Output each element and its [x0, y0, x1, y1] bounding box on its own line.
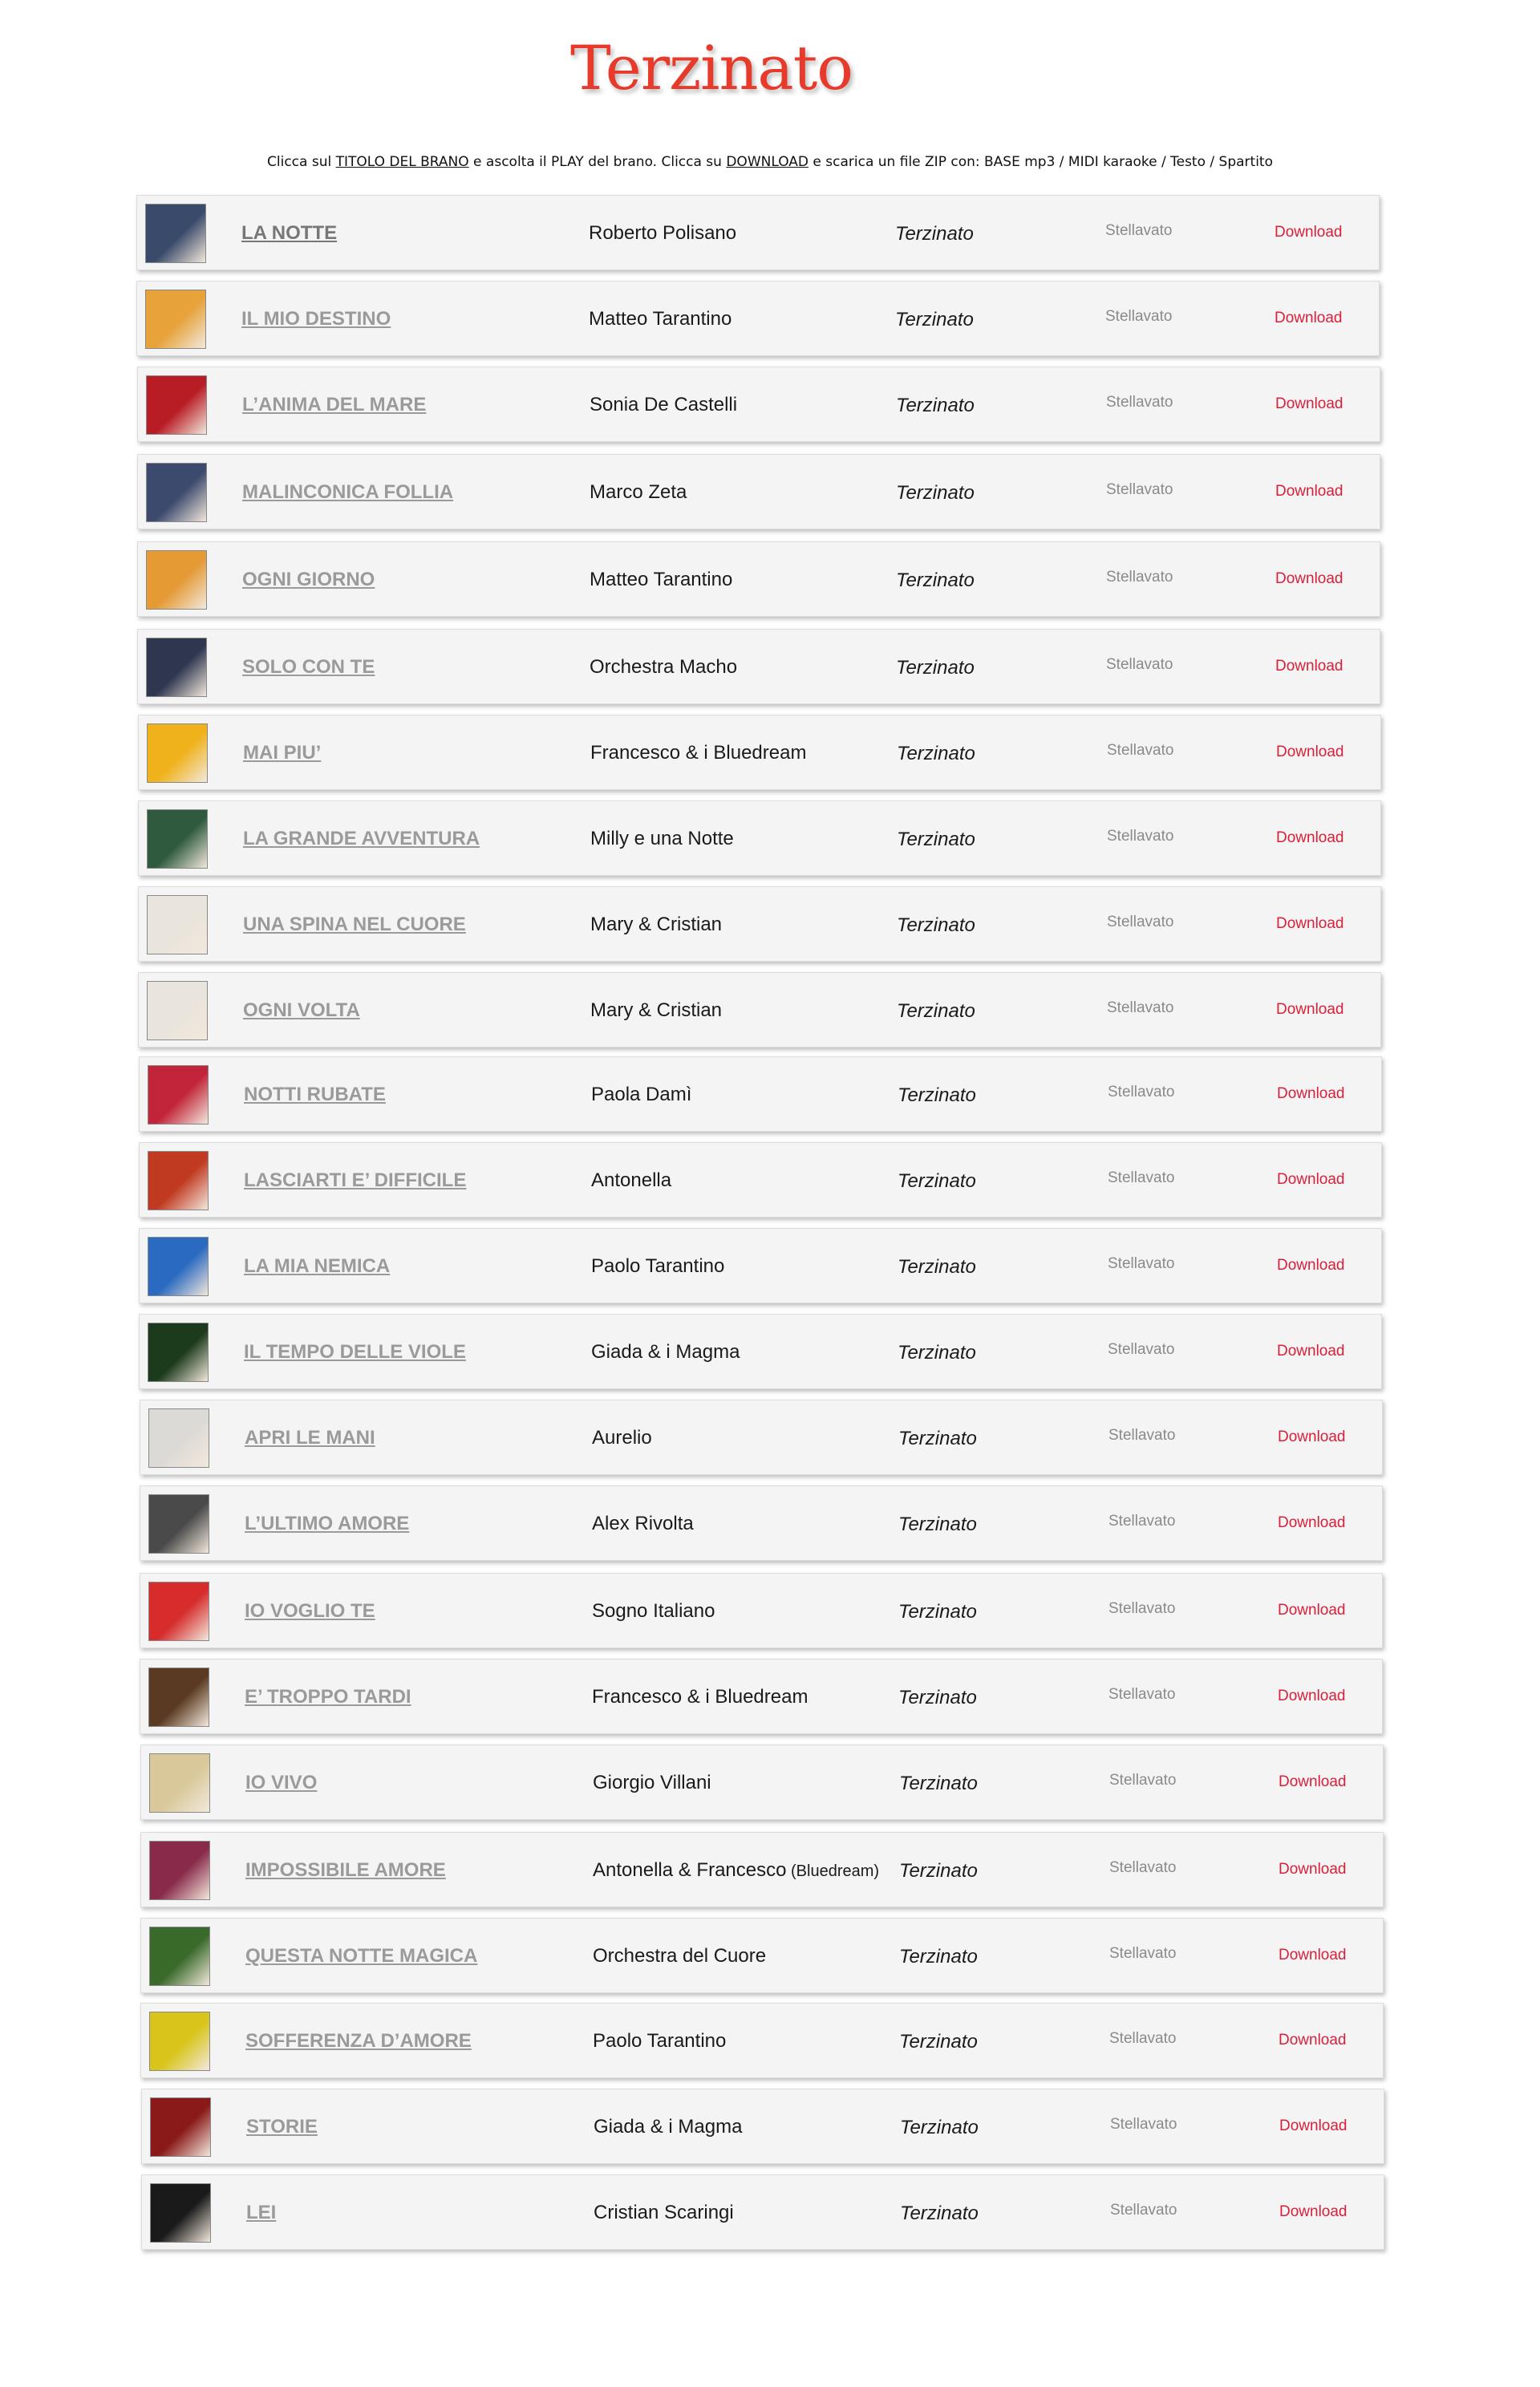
- genre-label: Terzinato: [898, 1601, 977, 1623]
- author-label: Stellavato: [1107, 742, 1174, 759]
- track-row: [138, 715, 1381, 790]
- author-label: Stellavato: [1105, 308, 1173, 325]
- album-cover-art: [150, 1842, 209, 1899]
- song-title-link[interactable]: LEI: [246, 2202, 277, 2223]
- album-cover-art: [149, 1409, 209, 1467]
- author-label: Stellavato: [1109, 2030, 1177, 2047]
- author-label: Stellavato: [1108, 1341, 1175, 1358]
- artist-name: [590, 999, 722, 1022]
- track-row: [139, 1056, 1382, 1132]
- genre-label: Terzinato: [895, 223, 974, 245]
- album-cover-image: [146, 550, 207, 610]
- author-label: Stellavato: [1107, 914, 1174, 930]
- download-link[interactable]: Download: [1278, 1429, 1346, 1445]
- artist-name-text: Giada & i Magma: [594, 2116, 743, 2138]
- download-link[interactable]: Download: [1279, 2032, 1347, 2049]
- download-link[interactable]: Download: [1277, 1085, 1345, 1102]
- download-link[interactable]: Download: [1275, 658, 1343, 675]
- artist-name: [592, 1686, 808, 1708]
- album-cover-image: [148, 1065, 209, 1125]
- album-cover-art: [148, 1238, 208, 1295]
- album-cover-image: [147, 723, 208, 783]
- album-cover-art: [149, 1583, 209, 1640]
- song-title-link[interactable]: STORIE: [246, 2116, 318, 2138]
- track-row: [140, 1485, 1383, 1561]
- genre-label: Terzinato: [898, 1514, 977, 1535]
- genre-label: Terzinato: [898, 1687, 977, 1708]
- instructions-text-1: Clicca sul: [267, 154, 336, 170]
- artist-name: [594, 2202, 734, 2224]
- artist-name-text: Milly e una Notte: [590, 828, 734, 849]
- album-cover-image: [148, 1582, 209, 1641]
- genre-label: Terzinato: [897, 829, 975, 850]
- album-cover-art: [150, 1754, 209, 1812]
- author-label: Stellavato: [1109, 1945, 1177, 1962]
- track-row: [137, 454, 1380, 529]
- author-label: Stellavato: [1110, 2116, 1177, 2133]
- album-cover-art: [148, 896, 207, 954]
- song-title-link[interactable]: OGNI VOLTA: [243, 999, 360, 1021]
- album-cover-image: [150, 2183, 211, 2243]
- genre-label: Terzinato: [896, 482, 975, 504]
- download-link[interactable]: Download: [1276, 1001, 1344, 1018]
- download-link[interactable]: Download: [1279, 2203, 1348, 2220]
- artist-name-text: Sogno Italiano: [592, 1600, 715, 1622]
- artist-name: [591, 1084, 691, 1106]
- artist-name: [592, 1427, 652, 1449]
- song-title-link[interactable]: IMPOSSIBILE AMORE: [245, 1859, 446, 1881]
- download-link[interactable]: Download: [1277, 1343, 1345, 1360]
- artist-name: [592, 1600, 715, 1623]
- artist-name-text: Aurelio: [592, 1427, 652, 1449]
- download-link[interactable]: Download: [1276, 829, 1344, 846]
- artist-name: [590, 394, 737, 416]
- instructions-text-3: e scarica un file ZIP con: BASE mp3 / MIDI karaoke / Testo / Spartito: [808, 154, 1273, 170]
- download-link[interactable]: Download: [1279, 1861, 1347, 1878]
- artist-name: [593, 1859, 879, 1882]
- album-cover-art: [148, 1323, 208, 1381]
- album-cover-image: [148, 1151, 209, 1210]
- track-row: [140, 1832, 1384, 1907]
- artist-name: [589, 308, 732, 330]
- artist-name: [593, 1772, 711, 1794]
- download-link[interactable]: Download: [1275, 224, 1343, 241]
- album-cover-image: [149, 1841, 210, 1900]
- song-title-link[interactable]: IO VIVO: [245, 1772, 318, 1793]
- artist-name: [590, 569, 732, 591]
- album-cover-art: [151, 2184, 210, 2242]
- track-row: [136, 281, 1380, 356]
- song-title-link[interactable]: L’ULTIMO AMORE: [245, 1513, 410, 1534]
- artist-name-text: Orchestra del Cuore: [593, 1945, 767, 1967]
- track-row: [140, 1573, 1383, 1648]
- genre-label: Terzinato: [896, 657, 975, 679]
- song-title-link[interactable]: LA GRANDE AVVENTURA: [243, 828, 480, 849]
- download-link[interactable]: Download: [1276, 915, 1344, 932]
- download-link[interactable]: Download: [1275, 483, 1343, 500]
- genre-label: Terzinato: [899, 1860, 978, 1882]
- page-title: Terzinato: [570, 32, 853, 103]
- album-cover-image: [145, 204, 206, 263]
- genre-label: Terzinato: [900, 2117, 979, 2138]
- artist-name-text: Cristian Scaringi: [594, 2202, 734, 2223]
- track-row: [138, 886, 1381, 962]
- artist-name: [590, 656, 737, 679]
- genre-label: Terzinato: [897, 914, 975, 936]
- track-row: [137, 367, 1380, 442]
- download-link[interactable]: Download: [1275, 310, 1343, 326]
- artist-name-text: Francesco & i Bluedream: [590, 742, 807, 764]
- song-title-link[interactable]: QUESTA NOTTE MAGICA: [245, 1945, 478, 1967]
- album-cover-image: [147, 895, 208, 954]
- artist-name-text: Alex Rivolta: [592, 1513, 694, 1534]
- album-cover-image: [149, 2012, 210, 2071]
- album-cover-art: [147, 551, 206, 609]
- track-row: [139, 1142, 1382, 1218]
- artist-name-text: Orchestra Macho: [590, 656, 738, 678]
- artist-name-text: Matteo Tarantino: [590, 569, 733, 590]
- album-cover-image: [146, 463, 207, 522]
- author-label: Stellavato: [1106, 481, 1173, 498]
- artist-name: [589, 222, 736, 245]
- author-label: Stellavato: [1105, 222, 1173, 239]
- album-cover-image: [146, 375, 207, 435]
- artist-name-text: Paolo Tarantino: [593, 2030, 727, 2052]
- author-label: Stellavato: [1108, 1084, 1175, 1100]
- artist-name-text: Matteo Tarantino: [589, 308, 732, 330]
- track-row: [137, 541, 1380, 617]
- genre-label: Terzinato: [896, 569, 975, 591]
- album-cover-art: [151, 2098, 210, 2156]
- album-cover-image: [147, 809, 208, 869]
- song-title-link[interactable]: UNA SPINA NEL CUORE: [243, 914, 466, 935]
- artist-name: [593, 2030, 726, 2053]
- genre-label: Terzinato: [897, 1000, 975, 1022]
- song-title-link[interactable]: LASCIARTI E’ DIFFICILE: [244, 1169, 467, 1191]
- track-row: [137, 629, 1380, 704]
- album-cover-art: [148, 810, 207, 868]
- album-cover-image: [147, 981, 208, 1040]
- download-link[interactable]: Download: [1275, 570, 1343, 587]
- instructions-text-2: e ascolta il PLAY del brano. Clicca su: [468, 154, 727, 170]
- author-label: Stellavato: [1109, 1772, 1177, 1789]
- song-title-link[interactable]: APRI LE MANI: [245, 1427, 375, 1449]
- artist-name-text: Paolo Tarantino: [591, 1255, 725, 1277]
- album-cover-art: [149, 1495, 209, 1553]
- author-label: Stellavato: [1110, 2202, 1177, 2219]
- genre-label: Terzinato: [898, 1084, 976, 1106]
- genre-label: Terzinato: [898, 1342, 976, 1364]
- artist-name-text: Antonella & Francesco: [593, 1859, 787, 1881]
- album-cover-image: [149, 1753, 210, 1813]
- genre-label: Terzinato: [897, 743, 975, 764]
- download-link[interactable]: Download: [1276, 744, 1344, 760]
- artist-name-text: Antonella: [591, 1169, 672, 1191]
- album-cover-art: [148, 1066, 208, 1124]
- instructions-link-title[interactable]: TITOLO DEL BRANO: [335, 154, 469, 170]
- genre-label: Terzinato: [899, 2031, 978, 2053]
- album-cover-art: [149, 1668, 209, 1726]
- artist-name-text: Sonia De Castelli: [590, 394, 738, 415]
- album-cover-art: [147, 638, 206, 696]
- genre-label: Terzinato: [899, 1946, 978, 1968]
- album-cover-image: [146, 638, 207, 697]
- artist-name-text: Giorgio Villani: [593, 1772, 711, 1793]
- album-cover-image: [150, 2097, 211, 2157]
- artist-name: [591, 1169, 671, 1192]
- track-row: [140, 1918, 1384, 1993]
- album-cover-art: [146, 205, 205, 262]
- song-title-link[interactable]: LA NOTTE: [241, 222, 338, 244]
- album-cover-image: [145, 290, 206, 349]
- track-row: [140, 1659, 1383, 1734]
- genre-label: Terzinato: [898, 1428, 977, 1449]
- album-cover-art: [147, 376, 206, 434]
- author-label: Stellavato: [1106, 569, 1173, 586]
- artist-name-text: Mary & Cristian: [590, 999, 723, 1021]
- song-title-link[interactable]: OGNI GIORNO: [242, 569, 375, 590]
- author-label: Stellavato: [1107, 999, 1174, 1016]
- song-title-link[interactable]: MALINCONICA FOLLIA: [242, 481, 454, 503]
- download-link[interactable]: Download: [1279, 2118, 1348, 2134]
- genre-label: Terzinato: [896, 395, 975, 416]
- track-row: [136, 195, 1380, 270]
- artist-name: [594, 2116, 742, 2138]
- album-cover-image: [148, 1494, 209, 1554]
- song-title-link[interactable]: E’ TROPPO TARDI: [245, 1686, 411, 1708]
- song-title-link[interactable]: MAI PIU’: [243, 742, 322, 764]
- song-title-link[interactable]: NOTTI RUBATE: [244, 1084, 386, 1105]
- download-link[interactable]: Download: [1277, 1257, 1345, 1274]
- track-row: [140, 1745, 1384, 1820]
- album-cover-art: [150, 2012, 209, 2070]
- author-label: Stellavato: [1108, 1686, 1176, 1703]
- album-cover-art: [147, 464, 206, 521]
- track-row: [138, 800, 1381, 876]
- author-label: Stellavato: [1106, 394, 1173, 411]
- author-label: Stellavato: [1108, 1255, 1175, 1272]
- genre-label: Terzinato: [898, 1256, 976, 1278]
- author-label: Stellavato: [1107, 828, 1174, 845]
- artist-name-text: Francesco & i Bluedream: [592, 1686, 808, 1708]
- author-label: Stellavato: [1106, 656, 1173, 673]
- download-link[interactable]: Download: [1275, 395, 1343, 412]
- author-label: Stellavato: [1108, 1600, 1176, 1617]
- artist-name: [591, 1255, 724, 1278]
- song-title-link[interactable]: SOLO CON TE: [242, 656, 375, 678]
- track-row: [140, 2003, 1384, 2078]
- album-cover-image: [149, 1927, 210, 1986]
- genre-label: Terzinato: [900, 2203, 979, 2224]
- artist-name: [592, 1513, 694, 1535]
- artist-name-text: Giada & i Magma: [591, 1341, 740, 1363]
- song-title-link[interactable]: L’ANIMA DEL MARE: [242, 394, 427, 415]
- song-title-link[interactable]: IL TEMPO DELLE VIOLE: [244, 1341, 466, 1363]
- album-cover-art: [146, 290, 205, 348]
- song-title-link[interactable]: SOFFERENZA D’AMORE: [245, 2030, 472, 2052]
- artist-name-text: Paola Damì: [591, 1084, 692, 1105]
- author-label: Stellavato: [1109, 1859, 1177, 1876]
- download-link[interactable]: Download: [1279, 1947, 1347, 1964]
- album-cover-art: [148, 1152, 208, 1210]
- genre-label: Terzinato: [898, 1170, 976, 1192]
- artist-name-text: Roberto Polisano: [589, 222, 737, 244]
- author-label: Stellavato: [1108, 1513, 1176, 1530]
- download-link[interactable]: Download: [1278, 1688, 1346, 1704]
- download-link[interactable]: Download: [1279, 1773, 1347, 1790]
- artist-name: [590, 742, 806, 764]
- track-row: [141, 2089, 1384, 2164]
- artist-name: [590, 481, 687, 504]
- song-title-link[interactable]: IL MIO DESTINO: [241, 308, 391, 330]
- artist-name: [591, 1341, 740, 1364]
- genre-label: Terzinato: [899, 1773, 978, 1794]
- instructions-link-download[interactable]: DOWNLOAD: [726, 154, 809, 170]
- album-cover-art: [148, 982, 207, 1040]
- track-row: [140, 1400, 1383, 1475]
- artist-name-text: Mary & Cristian: [590, 914, 723, 935]
- song-title-link[interactable]: IO VOGLIO TE: [245, 1600, 375, 1622]
- album-cover-image: [148, 1237, 209, 1296]
- author-label: Stellavato: [1108, 1427, 1176, 1444]
- album-cover-art: [148, 724, 207, 782]
- song-title-link[interactable]: LA MIA NEMICA: [244, 1255, 391, 1277]
- album-cover-art: [150, 1927, 209, 1985]
- album-cover-image: [148, 1408, 209, 1468]
- genre-label: Terzinato: [895, 309, 974, 330]
- download-link[interactable]: Download: [1278, 1514, 1346, 1531]
- artist-name-text: Marco Zeta: [590, 481, 687, 503]
- download-link[interactable]: Download: [1277, 1171, 1345, 1188]
- track-row: [139, 1228, 1382, 1303]
- track-row: [138, 972, 1381, 1048]
- artist-name: [590, 914, 722, 936]
- track-row: [141, 2174, 1384, 2250]
- artist-name: [593, 1945, 766, 1968]
- artist-name-extra: (Bluedream): [786, 1862, 880, 1880]
- artist-name: [590, 828, 734, 850]
- album-cover-image: [148, 1668, 209, 1727]
- download-link[interactable]: Download: [1278, 1602, 1346, 1619]
- album-cover-image: [148, 1323, 209, 1382]
- author-label: Stellavato: [1108, 1169, 1175, 1186]
- track-row: [139, 1314, 1382, 1389]
